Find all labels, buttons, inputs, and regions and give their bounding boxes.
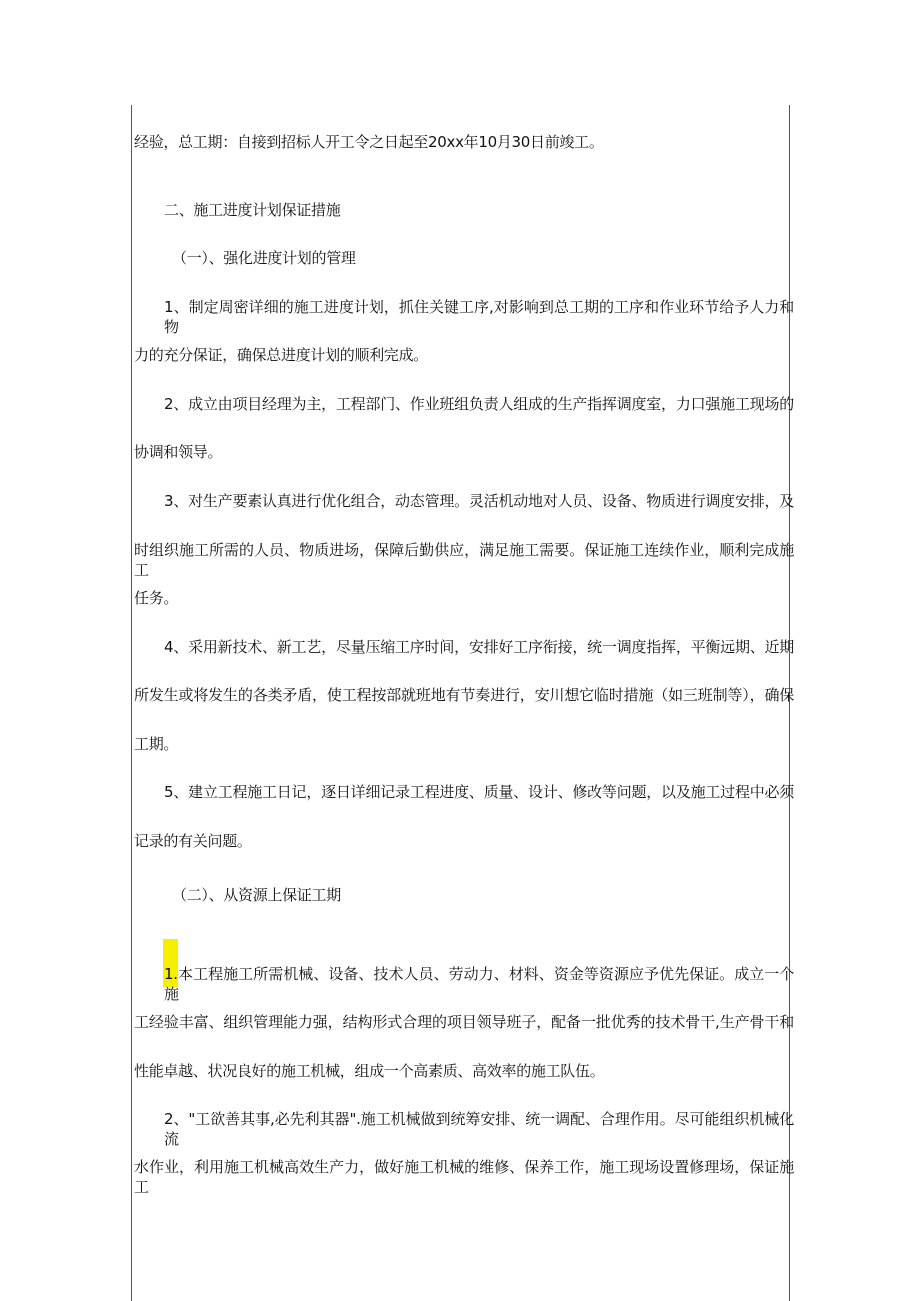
paragraph-line: 时组织施工所需的人员、物质进场，保障后勤供应，满足施工需要。保证施工连续作业，顺利完成施工 — [134, 541, 794, 579]
paragraph-line: 任务。 — [134, 589, 179, 607]
paragraph-line: 工经验丰富、组织管理能力强，结构形式合理的项目领导班子，配备一批优秀的技术骨干,生产骨干和 — [134, 1013, 794, 1031]
paragraph-line: 1、制定周密详细的施工进度计划，抓住关键工序,对影响到总工期的工序和作业环节给予人力和物 — [164, 298, 794, 336]
subsection-heading: （一）、强化进度计划的管理 — [172, 249, 356, 267]
paragraph-line: 3、对生产要素认真进行优化组合，动态管理。灵活机动地对人员、设备、物质进行调度安排，及 — [164, 492, 794, 510]
paragraph-line: 水作业，利用施工机械高效生产力，做好施工机械的维修、保养工作，施工现场设置修理场，保证施工 — [134, 1158, 794, 1196]
paragraph-line: 经验，总工期：自接到招标人开工令之日起至20xx年10月30日前竣工。 — [134, 133, 604, 151]
paragraph-line: 记录的有关问题。 — [134, 832, 252, 850]
paragraph-line: 协调和领导。 — [134, 443, 223, 461]
paragraph-line: 所发生或将发生的各类矛盾，使工程按部就班地有节奏进行，安川想它临时措施（如三班制等），确保 — [134, 686, 794, 704]
paragraph-line: 1.本工程施工所需机械、设备、技术人员、劳动力、材料、资金等资源应予优先保证。成立一个施 — [164, 965, 794, 1003]
subsection-heading: （二）、从资源上保证工期 — [172, 886, 341, 904]
paragraph-line: 2、成立由项目经理为主，工程部门、作业班组负责人组成的生产指挥调度室，力口强施工现场的 — [164, 395, 794, 413]
section-heading: 二、施工进度计划保证措施 — [164, 201, 341, 219]
paragraph-line: 力的充分保证，确保总进度计划的顺利完成。 — [134, 346, 429, 364]
paragraph-line: 2、"工欲善其事,必先利其器".施工机械做到统筹安排、统一调配、合理作用。尽可能组织机械化流 — [164, 1110, 794, 1148]
paragraph-line: 工期。 — [134, 735, 179, 753]
paragraph-line: 5、建立工程施工日记，逐日详细记录工程进度、质量、设计、修改等问题，以及施工过程中必须 — [164, 783, 794, 801]
paragraph-line: 4、采用新技术、新工艺，尽量压缩工序时间，安排好工序衔接，统一调度指挥，平衡远期、近期 — [164, 638, 794, 656]
paragraph-line: 性能卓越、状况良好的施工机械，组成一个高素质、高效率的施工队伍。 — [134, 1062, 605, 1080]
